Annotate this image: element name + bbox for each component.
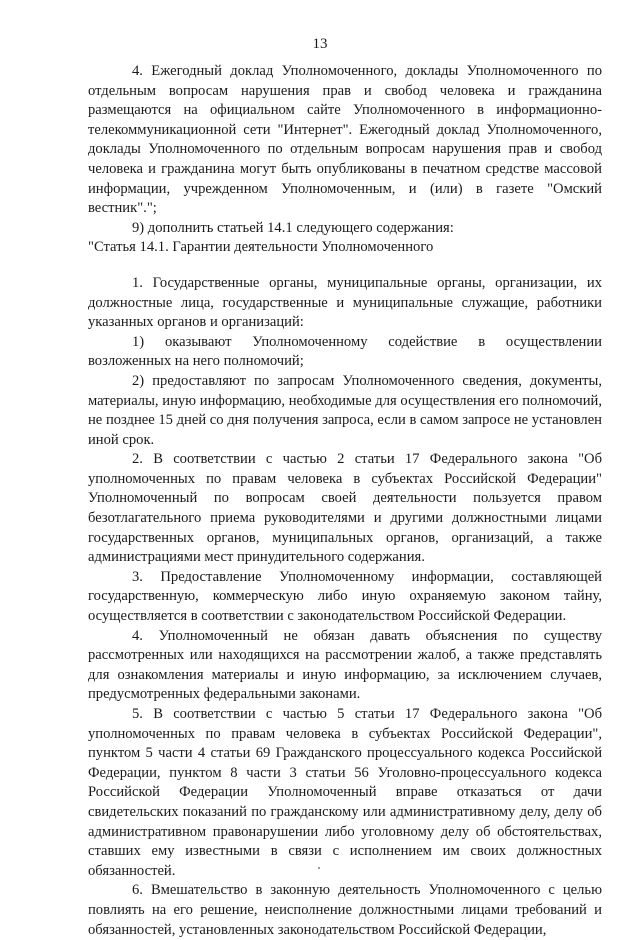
paragraph-item-5: 5. В соответствии с частью 5 статьи 17 Федерального закона "Об уполномоченных по правам человека в субъектах Российской Федерации", пунктом 5 части 4 статьи 69 Гражданского процессуального кодекса Российской Федерации, пунктом 8 части 3 статьи 56 Уголовно-процессуального кодекса Российской Федерации Уполномоченный вправе отказаться от дачи свидетельских показаний по гражданскому или административному делу, делу об административном правонарушении либо уголовному делу об обстоятельствах, ставших ему известными в связи с исполнением им своих должностных обязанностей.	[88, 706, 602, 879]
scan-speck	[318, 867, 320, 869]
spacer	[88, 258, 602, 274]
paragraph-item-3: 3. Предоставление Уполномоченному информации, составляющей государственную, коммерческую либо иную охраняемую законом тайну, осуществляется в соответствии с законодательством Российской Федерации.	[88, 568, 602, 625]
paragraph-item-6: 6. Вмешательство в законную деятельность Уполномоченного с целью повлиять на его решение, неисполнение должностными лицами требований и обязанностей, установленных законодательством Российской Федерации,	[88, 882, 602, 938]
paragraph-amendment-9: 9) дополнить статьей 14.1 следующего содержания:	[132, 219, 454, 236]
paragraph-item-4: 4. Уполномоченный не обязан давать объяснения по существу рассмотренных или находящихся на рассмотрении жалоб, а также представлять для ознакомления материалы и иную информацию, за исключением случаев, предусмотренных федеральными законами.	[88, 627, 602, 703]
paragraph-annual-report: 4. Ежегодный доклад Уполномоченного, доклады Уполномоченного по отдельным вопросам нарушения прав и свобод человека и гражданина размещаются на официальном сайте Уполномоченного в информационно-телекоммуникационной сети "Интернет". Ежегодный доклад Уполномоченного, доклады Уполномоченного по отдельным вопросам нарушения прав и свобод человека и гражданина могут быть опубликованы в печатном средстве массовой информации, учрежденном Уполномоченным, и (или) в газете "Омский вестник".";	[88, 63, 602, 217]
paragraph-item-1: 1. Государственные органы, муниципальные органы, организации, их должностные лица, государственные и муниципальные служащие, работники указанных органов и организаций:	[88, 274, 602, 331]
page-number: 13	[312, 36, 328, 52]
article-heading: "Статья 14.1. Гарантии деятельности Уполномоченного	[88, 239, 434, 256]
document-body	[88, 62, 602, 940]
paragraph-subitem-1: 1) оказывают Уполномоченному содействие в осуществлении возложенных на него полномочий;	[88, 333, 602, 370]
paragraph-subitem-2: 2) предоставляют по запросам Уполномоченного сведения, документы, материалы, иную информацию, необходимые для осуществления его полномочий, не позднее 15 дней со дня получения запроса, если в самом запросе не установлен иной срок.	[88, 372, 602, 448]
paragraph-item-2: 2. В соответствии с частью 2 статьи 17 Федерального закона "Об уполномоченных по правам человека в субъектах Российской Федерации" Уполномоченный по вопросам своей деятельности пользуется правом безотлагательного приема руководителями и другими должностными лицами государственных органов, муниципальных органов, организаций, а также администрациями мест принудительного содержания.	[88, 451, 602, 566]
